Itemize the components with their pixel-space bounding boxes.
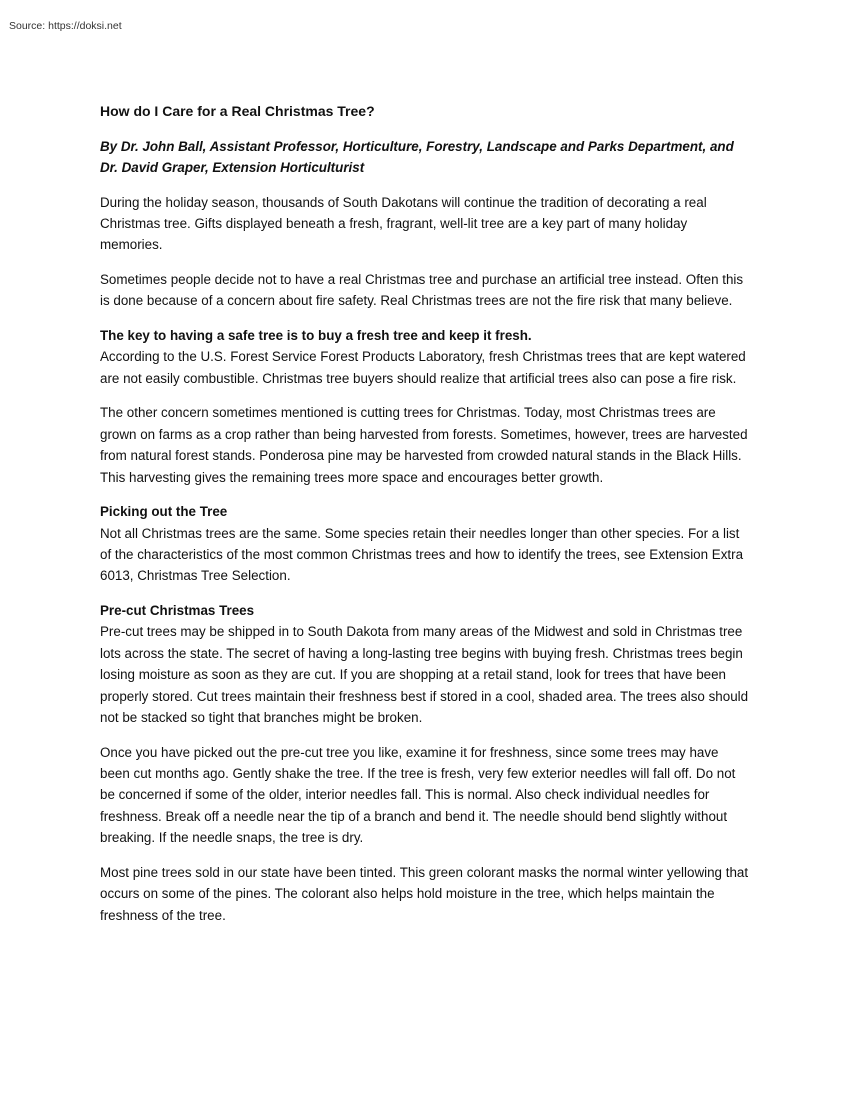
picking-heading: Picking out the Tree — [100, 504, 228, 520]
tinted-paragraph: Most pine trees sold in our state have been tinted. This green colorant masks the normal winter yellowing that occurs on some of the pines. The colorant also helps hold moisture in the tree, which helps maintain the freshness of the tree. — [100, 864, 749, 923]
harvesting-paragraph: The other concern sometimes mentioned is cutting trees for Christmas. Today, most Christmas trees are grown on farms as a crop rather than being harvested from forests. Sometimes, however, trees are harvested from natural forest stands. Ponderosa pine may be harvested from crowded natural stands in the Black Hills. This harvesting gives the remaining trees more space and encourages better growth. — [100, 405, 748, 485]
fire-safety-paragraph: Sometimes people decide not to have a real Christmas tree and purchase an artificial tree instead. Often this is done because of a concern about fire safety. Real Christmas trees are not the fire risk that many believe. — [100, 272, 744, 309]
safe-tree-heading: The key to having a safe tree is to buy a fresh tree and keep it fresh. — [100, 328, 532, 343]
source-attribution: Source: https://doksi.net — [9, 20, 122, 32]
precut-heading: Pre-cut Christmas Trees — [100, 603, 255, 619]
picking-section — [100, 501, 750, 587]
page-title: How do I Care for a Real Christmas Tree? — [100, 103, 375, 119]
precut-body: Pre-cut trees may be shipped in to South Dakota from many areas of the Midwest and sold in Christmas tree lots across the state. The secret of having a long-lasting tree begins with buying fresh. Christmas trees begin losing moisture as soon as they are cut. If you are shopping at a retail stand, look for trees that have been properly stored. Cut trees maintain their freshness best if stored in a cool, shaded area. The trees also should not be stacked so tight that branches might be broken. — [100, 624, 749, 726]
freshness-paragraph: Once you have picked out the pre-cut tree you like, examine it for freshness, since some trees may have been cut months ago. Gently shake the tree. If the tree is fresh, very few exterior needles will fall off. Do not be concerned if some of the older, interior needles fall. This is normal. Also check individual needles for freshness. Break off a needle near the tip of a branch and bend it. The needle should bend slightly without breaking. If the needle snaps, the tree is dry. — [100, 744, 736, 846]
precut-section — [100, 600, 750, 728]
author-byline: By Dr. John Ball, Assistant Professor, Horticulture, Forestry, Landscape and Parks Department, and Dr. David Graper, Extension Horticulturist — [100, 138, 734, 175]
safe-tree-body: According to the U.S. Forest Service Forest Products Laboratory, fresh Christmas trees that are kept watered are not easily combustible. Christmas tree buyers should realize that artificial trees also can pose a fire risk. — [100, 349, 746, 386]
document-body — [100, 101, 750, 939]
picking-body: Not all Christmas trees are the same. Some species retain their needles longer than other species. For a list of the characteristics of the most common Christmas trees and how to identify the trees, see Extension Extra 6013, Christmas Tree Selection. — [100, 525, 744, 584]
intro-paragraph: During the holiday season, thousands of South Dakotans will continue the tradition of decorating a real Christmas tree. Gifts displayed beneath a fresh, fragrant, well-lit tree are a key part of many holiday memories. — [100, 194, 707, 253]
safe-tree-section — [100, 325, 750, 389]
